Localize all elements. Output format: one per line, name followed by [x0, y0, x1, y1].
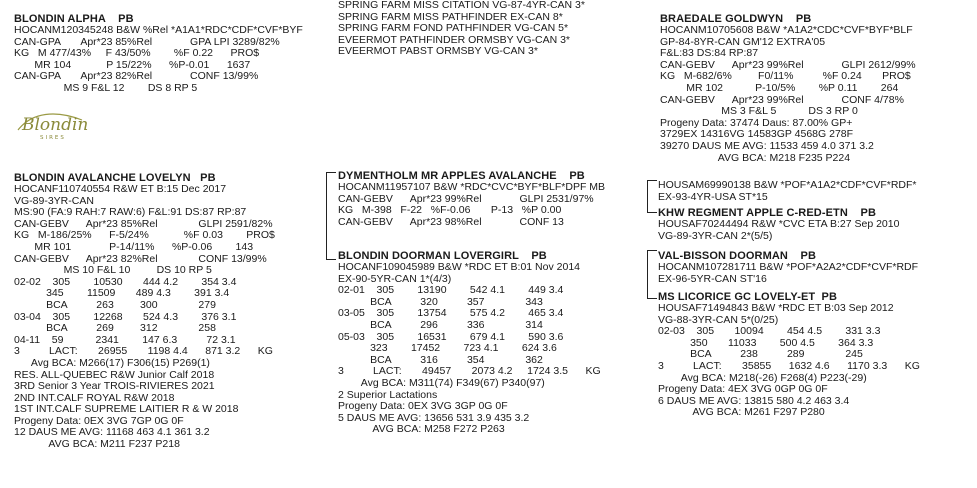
detail-line: CAN-GEBV Apr*23 99%Rel CONF 4/78% [660, 93, 904, 106]
detail-line: CAN-GEBV Apr*23 99%Rel GLPI 2531/97% [338, 192, 594, 205]
pedigree-bracket-top [326, 172, 336, 173]
blondin-sires-logo [16, 108, 88, 147]
detail-line: 350 11033 500 4.5 364 3.3 [658, 336, 874, 349]
pedigree-bracket-top [647, 180, 657, 181]
detail-line: BCA 269 312 258 [14, 322, 216, 335]
detail-line: SPRING FARM MISS PATHFINDER EX-CAN 8* [338, 10, 563, 23]
detail-line: KG M-398 F-22 %F-0.06 P-13 %P 0.00 [338, 204, 562, 217]
detail-line: SPRING FARM FOND PATHFINDER VG-CAN 5* [338, 22, 569, 35]
detail-line: KG M-186/25% F-5/24% %F 0.03 PRO$ [14, 229, 275, 242]
detail-line: 3RD Senior 3 Year TROIS-RIVIERES 2021 [14, 380, 215, 393]
detail-line: 03-04 305 12268 524 4.3 376 3.1 [14, 310, 237, 323]
detail-line: EVEERMOT PABST ORMSBY VG-CAN 3* [338, 45, 538, 58]
detail-line: 05-03 305 16531 679 4.1 590 3.6 [338, 330, 564, 343]
detail-line: BCA 263 300 279 [14, 298, 216, 311]
animal-name: DYMENTHOLM MR APPLES AVALANCHE PB [338, 170, 585, 182]
detail-line: MR 101 P-14/11% %P-0.06 143 [14, 240, 254, 253]
dam-block-blondin-doorman-lovergirl [338, 250, 601, 436]
detail-line: F&L:83 DS:84 RP:87 [660, 47, 759, 60]
animal-name: MS LICORICE GC LOVELY-ET PB [658, 291, 838, 303]
detail-line: 1ST INT.CALF SUPREME LAITIER R & W 2018 [14, 403, 239, 416]
sire-block-blondin-alpha [14, 13, 303, 95]
detail-line: Avg BCA: M266(17) F306(15) P269(1) [14, 356, 210, 369]
animal-details [14, 184, 275, 451]
pedigree-bracket-bottom [647, 298, 657, 299]
pedigree-top-lines [338, 0, 585, 58]
animal-details [338, 182, 605, 228]
pedigree-bracket [326, 172, 327, 259]
sire-block-dymentholm-mr-apples-avalanche [338, 170, 605, 228]
detail-line: 323 17452 723 4.1 624 3.6 [338, 342, 557, 355]
detail-line: 3729EX 14316VG 14583GP 4568G 278F [660, 128, 854, 141]
detail-line: EVEERMOT PATHFINDER ORMSBY VG-CAN 3* [338, 33, 571, 46]
detail-line: AVG BCA: M261 F297 P280 [658, 406, 825, 419]
detail-line: 12 DAUS ME AVG: 11168 463 4.1 361 3.2 [14, 426, 210, 439]
detail-line: MS 9 F&L 12 DS 8 RP 5 [14, 81, 198, 94]
animal-name: BLONDIN ALPHA PB [14, 13, 134, 25]
detail-line: MS:90 (FA:9 RAH:7 RAW:6) F&L:91 DS:87 RP:87 [14, 206, 247, 219]
detail-line: Progeny Data: 0EX 3VG 3GP 0G 0F [338, 400, 508, 413]
svg-text:Blondin: Blondin [22, 115, 88, 135]
detail-line: MS 10 F&L 10 DS 10 RP 5 [14, 264, 212, 277]
detail-line: CAN-GEBV Apr*23 99%Rel GLPI 2612/99% [660, 58, 916, 71]
detail-line: 04-11 59 2341 147 6.3 72 3.1 [14, 333, 236, 346]
detail-line: Progeny Data: 4EX 3VG 0GP 0G 0F [658, 383, 828, 396]
dam-block-khw-regment-apple [658, 207, 899, 242]
detail-line: RES. ALL-QUEBEC R&W Junior Calf 2018 [14, 368, 215, 381]
detail-line: HOUSAF70244494 R&W *CVC ETA B:27 Sep 2010 [658, 218, 900, 230]
detail-line: CAN-GEBV Apr*23 98%Rel CONF 13 [338, 215, 564, 228]
animal-name: BLONDIN DOORMAN LOVERGIRL PB [338, 250, 547, 262]
sire-block-val-bisson-doorman [658, 250, 918, 285]
mid-lines [658, 180, 917, 203]
detail-line: CAN-GPA Apr*23 85%Rel GPA LPI 3289/82% [14, 35, 280, 48]
detail-line: 2ND INT.CALF ROYAL R&W 2018 [14, 391, 175, 404]
detail-line: MR 104 P 15/22% %P-0.01 1637 [14, 58, 251, 71]
detail-line: VG-88-3YR-CAN 5*(0/25) [658, 313, 779, 326]
detail-line: HOUSAM69990138 B&W *POF*A1A2*CDF*CVF*RDF* [658, 179, 917, 191]
detail-line: Progeny Data: 0EX 3VG 7GP 0G 0F [14, 414, 184, 427]
logo-swoosh-icon [16, 108, 88, 142]
detail-line: SPRING FARM MISS CITATION VG-87-4YR-CAN 3* [338, 0, 585, 11]
detail-line: GP-84-8YR-CAN GM'12 EXTRA'05 [660, 35, 826, 48]
detail-line: CAN-GEBV Apr*23 82%Rel CONF 13/99% [14, 252, 267, 265]
animal-name: KHW REGMENT APPLE C-RED-ETN PB [658, 207, 877, 219]
animal-details [658, 219, 899, 242]
detail-line: HOCANM11957107 B&W *RDC*CVC*BYF*BLF*DPF MB [338, 181, 606, 193]
pedigree-bracket [647, 180, 648, 212]
detail-line: 02-02 305 10530 444 4.2 354 3.4 [14, 275, 237, 288]
animal-details [660, 25, 916, 164]
detail-line: 02-03 305 10094 454 4.5 331 3.3 [658, 325, 881, 338]
detail-line: AVG BCA: M258 F272 P263 [338, 423, 505, 436]
detail-line: AVG BCA: M211 F237 P218 [14, 438, 180, 451]
detail-line: 02-01 305 13190 542 4.1 449 3.4 [338, 284, 564, 297]
detail-line: 3 LACT: 49457 2073 4.2 1724 3.5 KG [338, 365, 601, 378]
detail-line: Progeny Data: 37474 Daus: 87.00% GP+ [660, 116, 853, 129]
detail-line: BCA 238 289 245 [658, 348, 863, 361]
detail-line: CAN-GEBV Apr*23 85%Rel GLPI 2591/82% [14, 217, 273, 230]
animal-name: BRAEDALE GOLDWYN PB [660, 13, 812, 25]
pedigree-bracket-bottom [326, 259, 336, 260]
detail-line: VG-89-3YR-CAN [14, 194, 94, 207]
animal-details [658, 262, 918, 285]
detail-line: 3 LACT: 26955 1198 4.4 871 3.2 KG [14, 345, 273, 358]
detail-line: 3 LACT: 35855 1632 4.6 1170 3.3 KG [658, 359, 920, 372]
detail-line: BCA 296 336 314 [338, 318, 543, 331]
detail-line: 345 11509 489 4.3 391 3.4 [14, 287, 230, 300]
detail-line: HOCANM10705608 B&W *A1A2*CDC*CVF*BYF*BLF [660, 24, 913, 36]
detail-line: CAN-GPA Apr*23 82%Rel CONF 13/99% [14, 70, 259, 83]
detail-line: MS 3 F&L 5 DS 3 RP 0 [660, 105, 858, 118]
detail-line: HOUSAF71494843 B&W *RDC ET B:03 Sep 2012 [658, 302, 894, 314]
sire-block-braedale-goldwyn [660, 13, 916, 164]
detail-line: EX-90-5YR-CAN 1*(4/3) [338, 272, 452, 285]
dam-block-ms-licorice-gc-lovely [658, 291, 920, 419]
detail-line: Avg BCA: M311(74) F349(67) P340(97) [338, 376, 545, 389]
detail-line: EX-93-4YR-USA ST*15 [658, 190, 768, 203]
detail-line: 03-05 305 13754 575 4.2 465 3.4 [338, 307, 564, 320]
pedigree-bracket [647, 250, 648, 298]
detail-line: Avg BCA: M218(-26) F268(4) P223(-29) [658, 371, 867, 384]
detail-line: HOCANF109045989 B&W *RDC ET B:01 Nov 2014 [338, 261, 581, 273]
detail-line: AVG BCA: M218 F235 P224 [660, 151, 851, 164]
detail-line: HOCANM107281711 B&W *POF*A2A2*CDF*CVF*RDF [658, 261, 919, 273]
animal-block-blondin-avalanche-lovelyn [14, 172, 275, 451]
detail-line: HOCANM120345248 B&W %Rel *A1A1*RDC*CDF*CVF*BYF [14, 24, 303, 36]
detail-line: 2 Superior Lactations [338, 388, 438, 401]
animal-details [14, 25, 303, 95]
animal-name: BLONDIN AVALANCHE LOVELYN PB [14, 172, 216, 184]
detail-line: 6 DAUS ME AVG: 13815 580 4.2 463 3.4 [658, 394, 850, 407]
animal-details [658, 303, 920, 419]
detail-line: MR 102 P-10/5% %P 0.11 264 [660, 81, 899, 94]
animal-name: VAL-BISSON DOORMAN PB [658, 250, 817, 262]
detail-line: VG-89-3YR-CAN 2*(5/5) [658, 229, 773, 242]
detail-line: BCA 320 357 343 [338, 295, 543, 308]
svg-text:SIRES: SIRES [40, 135, 66, 141]
detail-line: 39270 DAUS ME AVG: 11533 459 4.0 371 3.2 [660, 139, 874, 152]
animal-details [338, 262, 601, 436]
pedigree-bracket-top [647, 250, 657, 251]
detail-line: BCA 316 354 362 [338, 353, 543, 366]
detail-line: HOCANF110740554 R&W ET B:15 Dec 2017 [14, 183, 227, 195]
detail-line: KG M 477/43% F 43/50% %F 0.22 PRO$ [14, 47, 260, 60]
detail-line: 5 DAUS ME AVG: 13656 531 3.9 435 3.2 [338, 411, 530, 424]
detail-line: EX-96-5YR-CAN ST'16 [658, 272, 767, 285]
pedigree-bracket-bottom [647, 212, 657, 213]
detail-line: KG M-682/6% F0/11% %F 0.24 PRO$ [660, 70, 911, 83]
